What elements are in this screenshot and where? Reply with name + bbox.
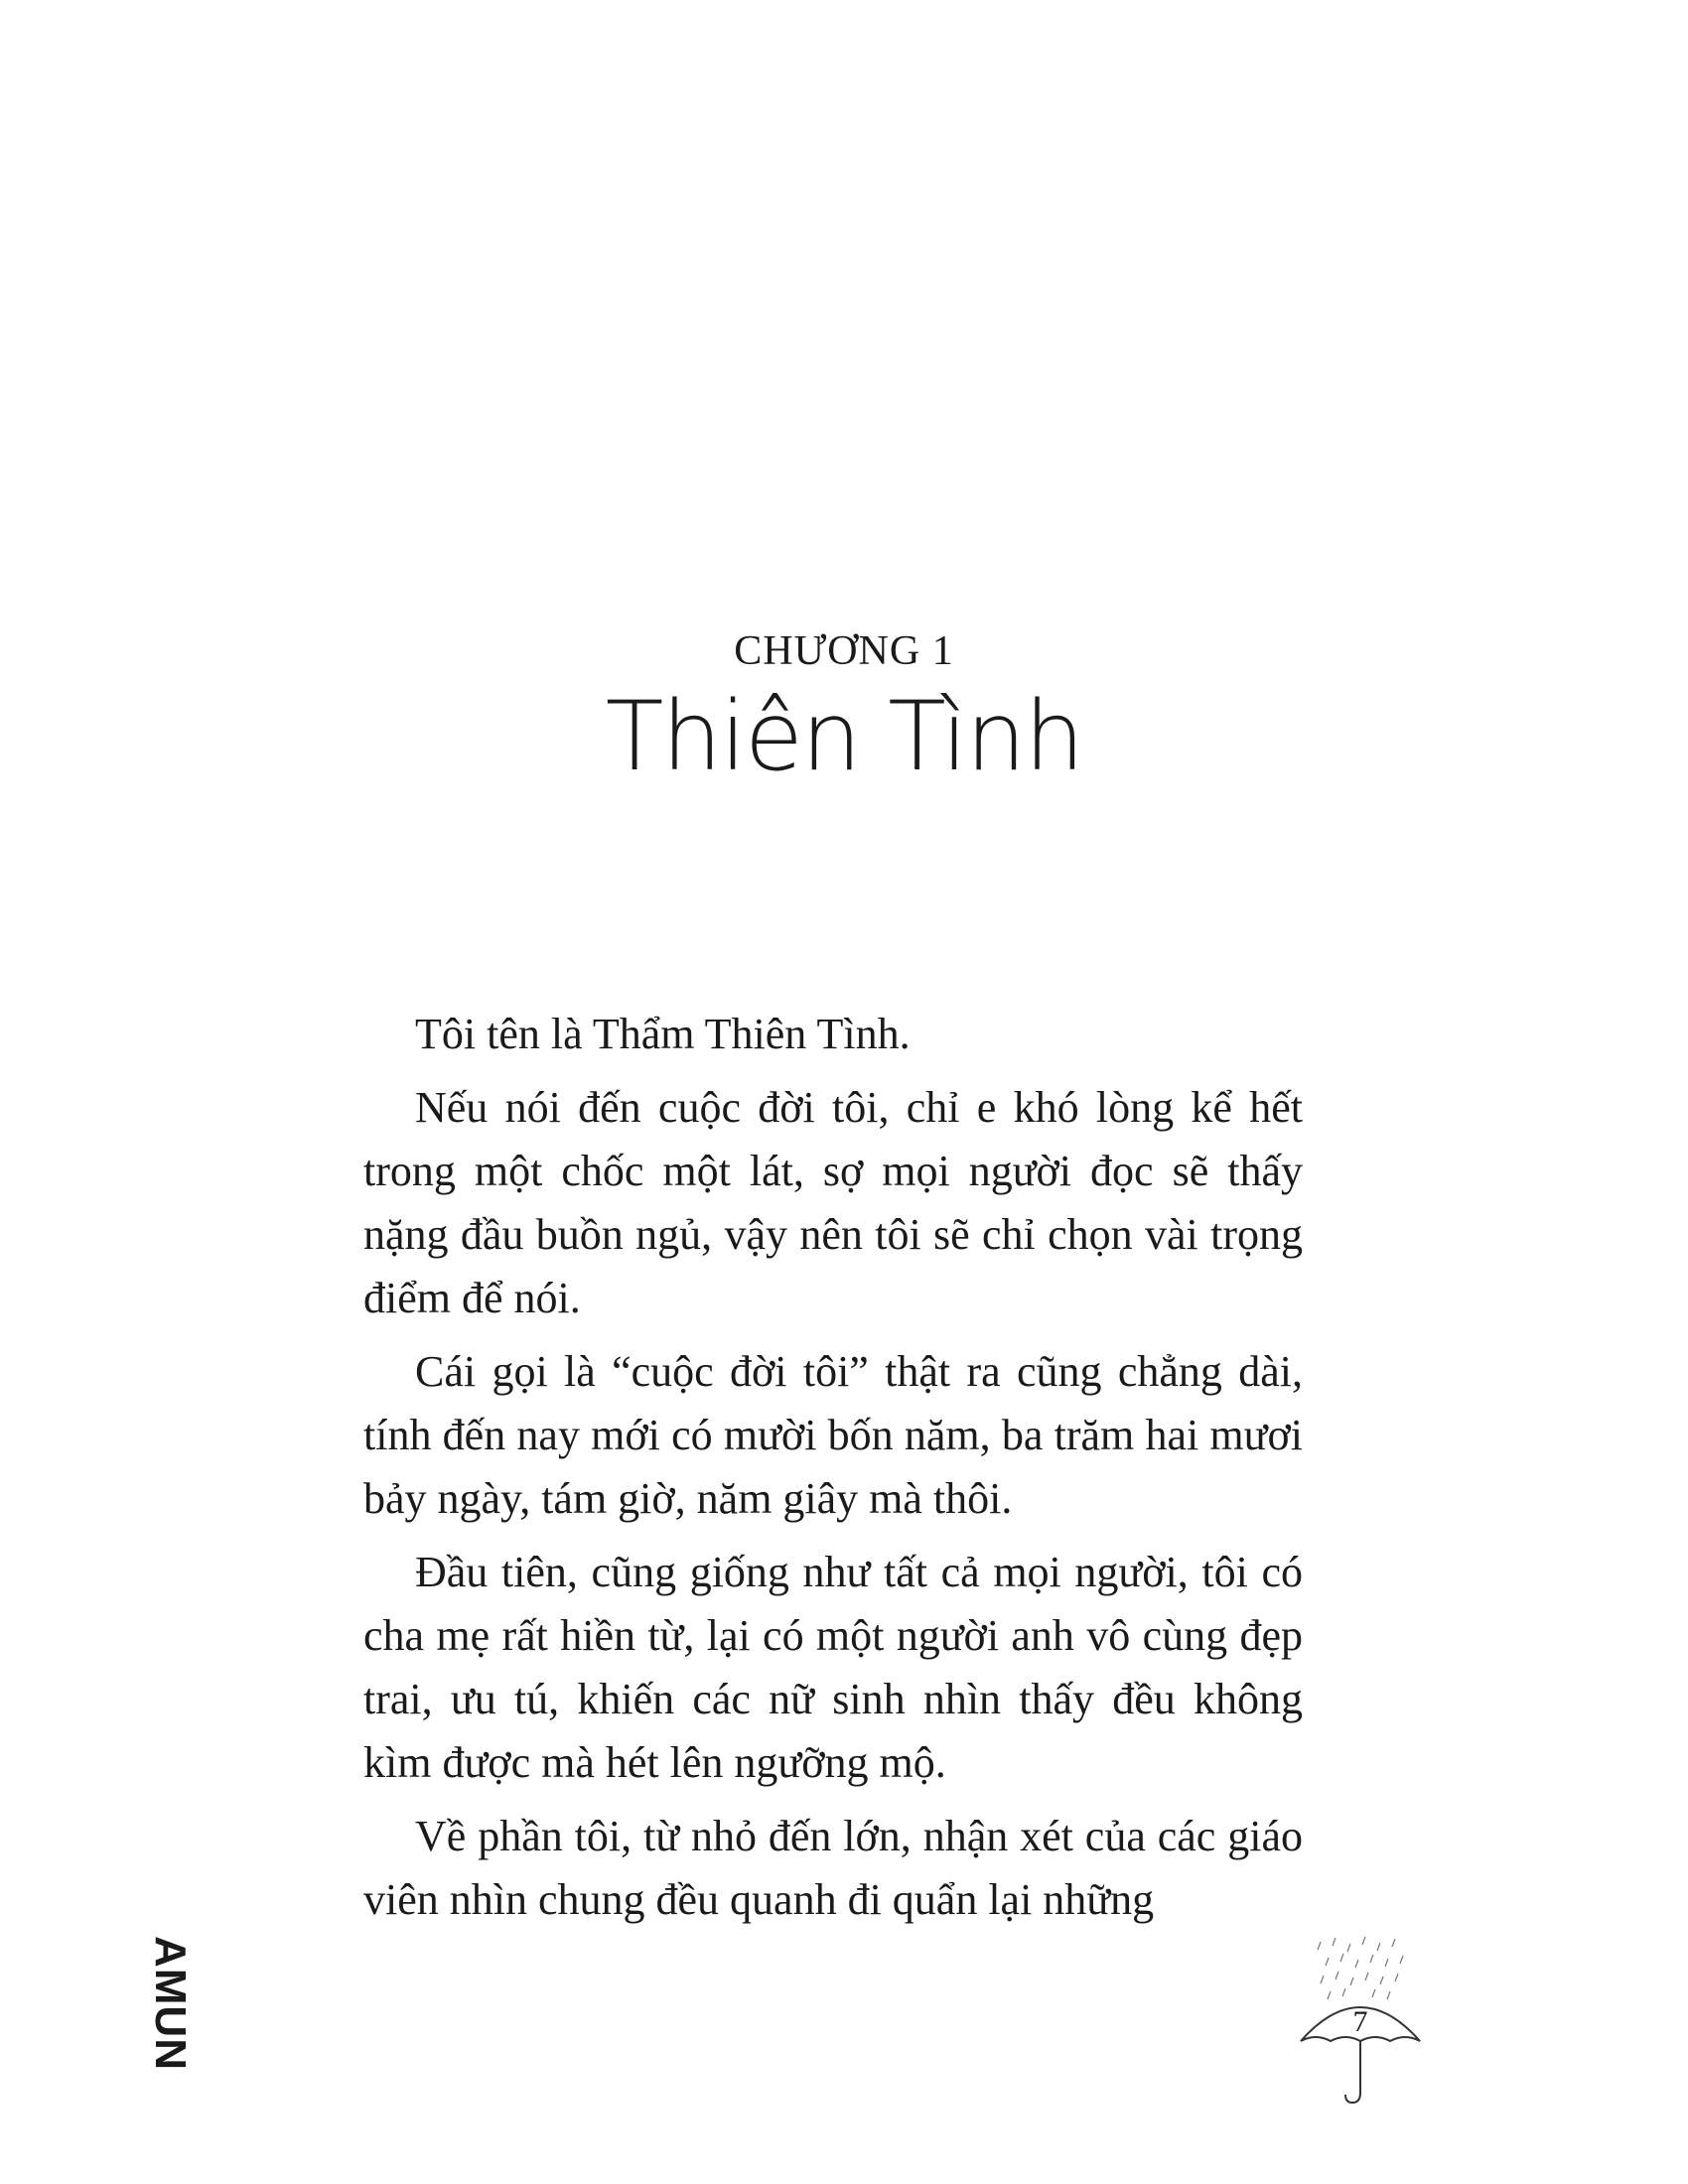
chapter-title: Thiên Tình (605, 681, 1083, 792)
paragraph: Cái gọi là “cuộc đời tôi” thật ra cũng chẳng dài, tính đến nay mới có mười bốn năm, ba trăm hai mươi bảy ngày, tám giờ, năm giây mà thôi. (363, 1347, 1303, 1523)
body-text (363, 1003, 1303, 1942)
paragraph: Về phần tôi, từ nhỏ đến lớn, nhận xét của các giáo viên nhìn chung đều quanh đi quẩn lại những (363, 1812, 1303, 1924)
paragraph: Nếu nói đến cuộc đời tôi, chỉ e khó lòng kể hết trong một chốc một lát, sợ mọi người đọc sẽ thấy nặng đầu buồn ngủ, vậy nên tôi sẽ chỉ chọn vài trọng điểm để nói. (363, 1083, 1303, 1322)
chapter-label: CHƯƠNG 1 (734, 628, 954, 674)
paragraph: Tôi tên là Thẩm Thiên Tình. (415, 1010, 911, 1058)
umbrella-handle (1345, 2041, 1360, 2103)
publisher-logo: AMUN (146, 1936, 195, 2071)
page-number: 7 (1352, 2005, 1368, 2038)
paragraph: Đầu tiên, cũng giống như tất cả mọi người, tôi có cha mẹ rất hiền từ, lại có một người anh vô cùng đẹp trai, ưu tú, khiến các nữ sinh nhìn thấy đều không kìm được mà hét lên ngưỡng mộ. (363, 1548, 1303, 1787)
rain-drops (1318, 1937, 1403, 1999)
